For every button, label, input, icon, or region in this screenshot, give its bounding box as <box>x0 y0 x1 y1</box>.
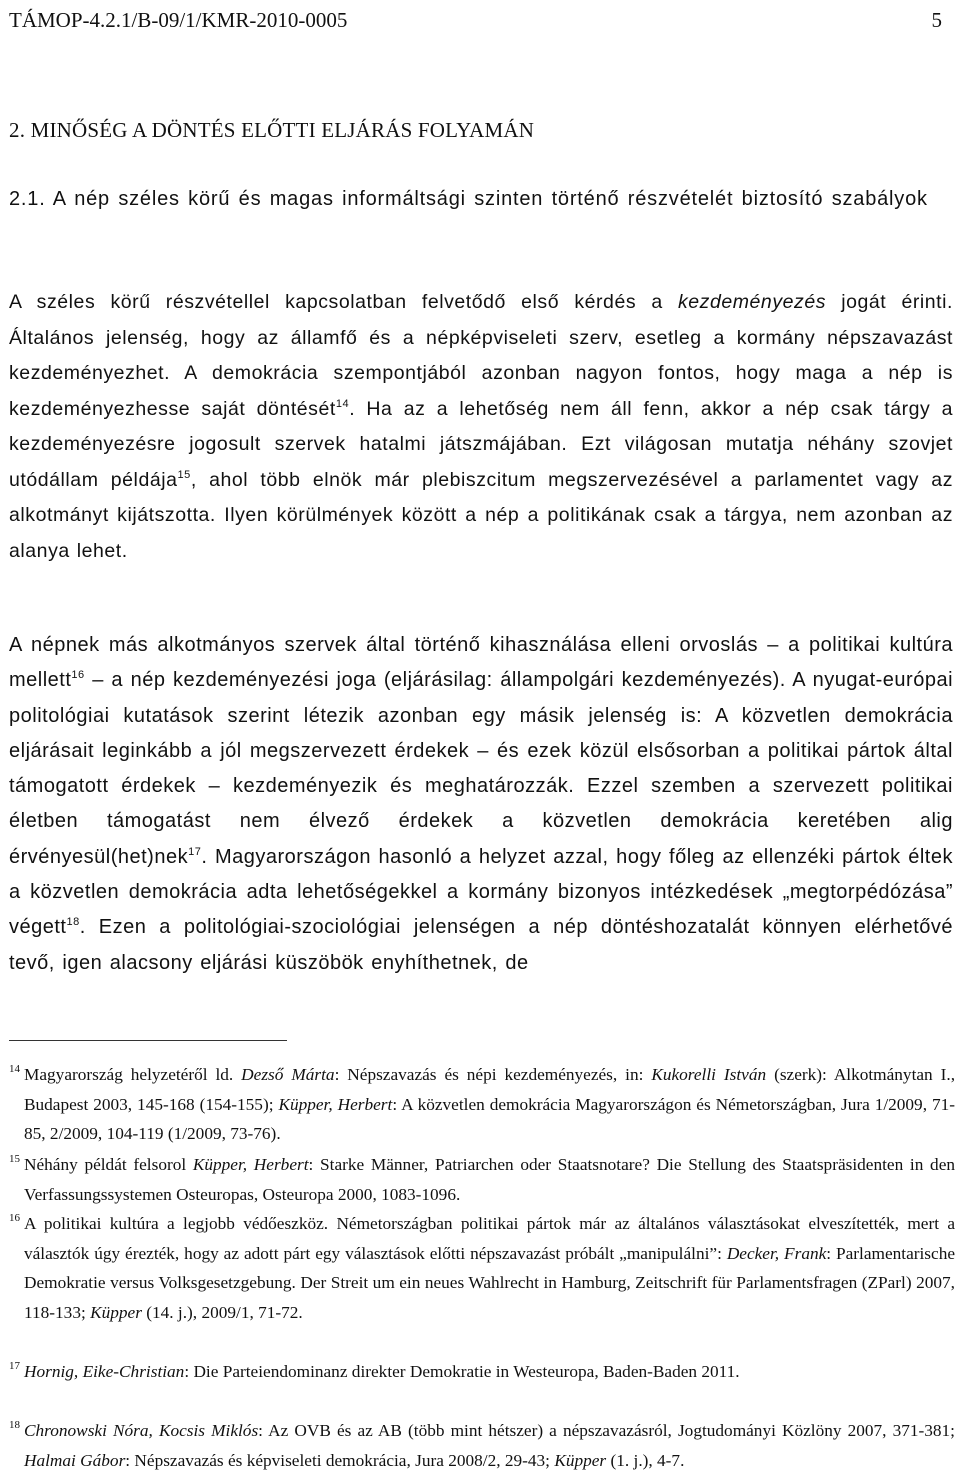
footnote-17: 17 Hornig, Eike-Christian: Die Parteiendominanz direkter Demokratie in Westeuropa, Baden-Baden 2011. <box>9 1357 955 1387</box>
chapter-title: 2. MINŐSÉG A DÖNTÉS ELŐTTI ELJÁRÁS FOLYAMÁN <box>9 118 535 142</box>
footnote-number: 18 <box>9 1419 20 1431</box>
section-title: 2.1. A nép széles körű és magas informáltsági szinten történő részvételét biztosító szabályok <box>9 188 928 210</box>
footnote-ref-18[interactable]: 18 <box>66 916 80 929</box>
footnote-ref-14[interactable]: 14 <box>335 397 350 410</box>
body-paragraph-2: A népnek más alkotmányos szervek által történő kihasználása elleni orvoslás – a politikai kultúra mellett$^{16}$ – a nép kezdeményezési joga (eljárásilag: állampolgári kezdeményezés). A nyugat-európai politológiai kutatások szerint létezik azonban egy másik jelenség is: A közvetlen demokrácia eljárásait leginkább a jól megszervezett érdekek – és ezek közül elsősorban a politikai pártok által támogatott érdekek – kezdeményezik és meghatározzák. Ezzel szemben a szervezett politikai életben támogatást nem élvező érdekek a közvetlen demokrácia keretében alig érvényesül(het)nek$^{17}$. Magyarországon hasonló a helyzet azzal, hogy főleg az ellenzéki pártok éltek a közvetlen demokrácia adta lehetőségekkel a kormány bizonyos intézkedések „megtorpédózása” végett$^{18}$. Ezen a politológiai-szociológiai jelenségen a nép döntéshozatalát könnyen elérhetővé tevő, igen alacsony eljárási küszöbök enyhíthetnek, de <box>9 634 954 974</box>
footnote-ref-15[interactable]: 15 <box>177 468 191 481</box>
page-header <box>9 0 942 40</box>
body-paragraph-1: A széles körű részvétellel kapcsolatban felvetődő első kérdés a kezdeményezés jogát érinti. Általános jelenség, hogy az államfő és a népképviseleti szerv, esetleg a kormány népszavazást kezdeményezhet. A demokrácia szempontjából azonban nagyon fontos, hogy maga a nép is kezdeményezhesse saját döntését$^{14}$. Ha az a lehetőség nem áll fenn, akkor a nép csak tárgy a kezdeményezésre jogosult szervek hatalmi játszmájában. Ezt világosan mutatja néhány szovjet utódállam példája$^{15}$, ahol több elnök már plebiszcitum megszervezésével a parlamentet vagy az alkotmányt kijátszotta. Ilyen körülmények között a nép a politikának csak a tárgya, nem azonban az alanya lehet. <box>9 291 953 562</box>
project-code: TÁMOP-4.2.1/B-09/1/KMR-2010-0005 <box>9 8 348 32</box>
footnote-number: 16 <box>9 1212 20 1224</box>
footnote-number: 15 <box>9 1153 20 1165</box>
footnote-number: 17 <box>9 1360 20 1372</box>
footnote-number: 14 <box>9 1063 20 1075</box>
footnote-separator <box>9 1040 287 1041</box>
footnote-16: 16 A politikai kultúra a legjobb védőeszköz. Németországban politikai pártok már az általános választásokat elveszítették, mert a választók úgy érezték, hogy az adott párt egy választások előtti népszavazást próbált „manipulálni”: Decker, Frank: Parlamentarische Demokratie versus Volksgesetzgebung. Der Streit um ein neues Wahlrecht in Hamburg, Zeitschrift für Parlamentsfragen (ZParl) 2007, 118-133; Küpper (14. j.), 2009/1, 71-72. <box>9 1209 955 1327</box>
footnote-ref-16[interactable]: 16 <box>71 669 85 682</box>
page-number: 5 <box>931 8 942 32</box>
footnote-ref-17[interactable]: 17 <box>188 845 202 858</box>
footnote-15: 15 Néhány példát felsorol Küpper, Herbert: Starke Männer, Patriarchen oder Staatsnotare? Die Stellung des Staatspräsidenten in den Verfassungssystemen Osteuropas, Osteuropa 2000, 1083-1096. <box>9 1150 955 1209</box>
footnote-14: 14 Magyarország helyzetéről ld. Dezső Márta: Népszavazás és népi kezdeményezés, in: Kukorelli István (szerk): Alkotmánytan I., Budapest 2003, 145-168 (154-155); Küpper, Herbert: A közvetlen demokrácia Magyarországon és Németországban, Jura 1/2009, 71-85, 2/2009, 104-119 (1/2009, 73-76). <box>9 1060 955 1149</box>
footnote-18: 18 Chronowski Nóra, Kocsis Miklós: Az OVB és az AB (több mint hétszer) a népszavazásról, Jogtudományi Közlöny 2007, 371-381; Halmai Gábor: Népszavazás és képviseleti demokrácia, Jura 2008/2, 29-43; Küpper (1. j.), 4-7. <box>9 1416 955 1475</box>
